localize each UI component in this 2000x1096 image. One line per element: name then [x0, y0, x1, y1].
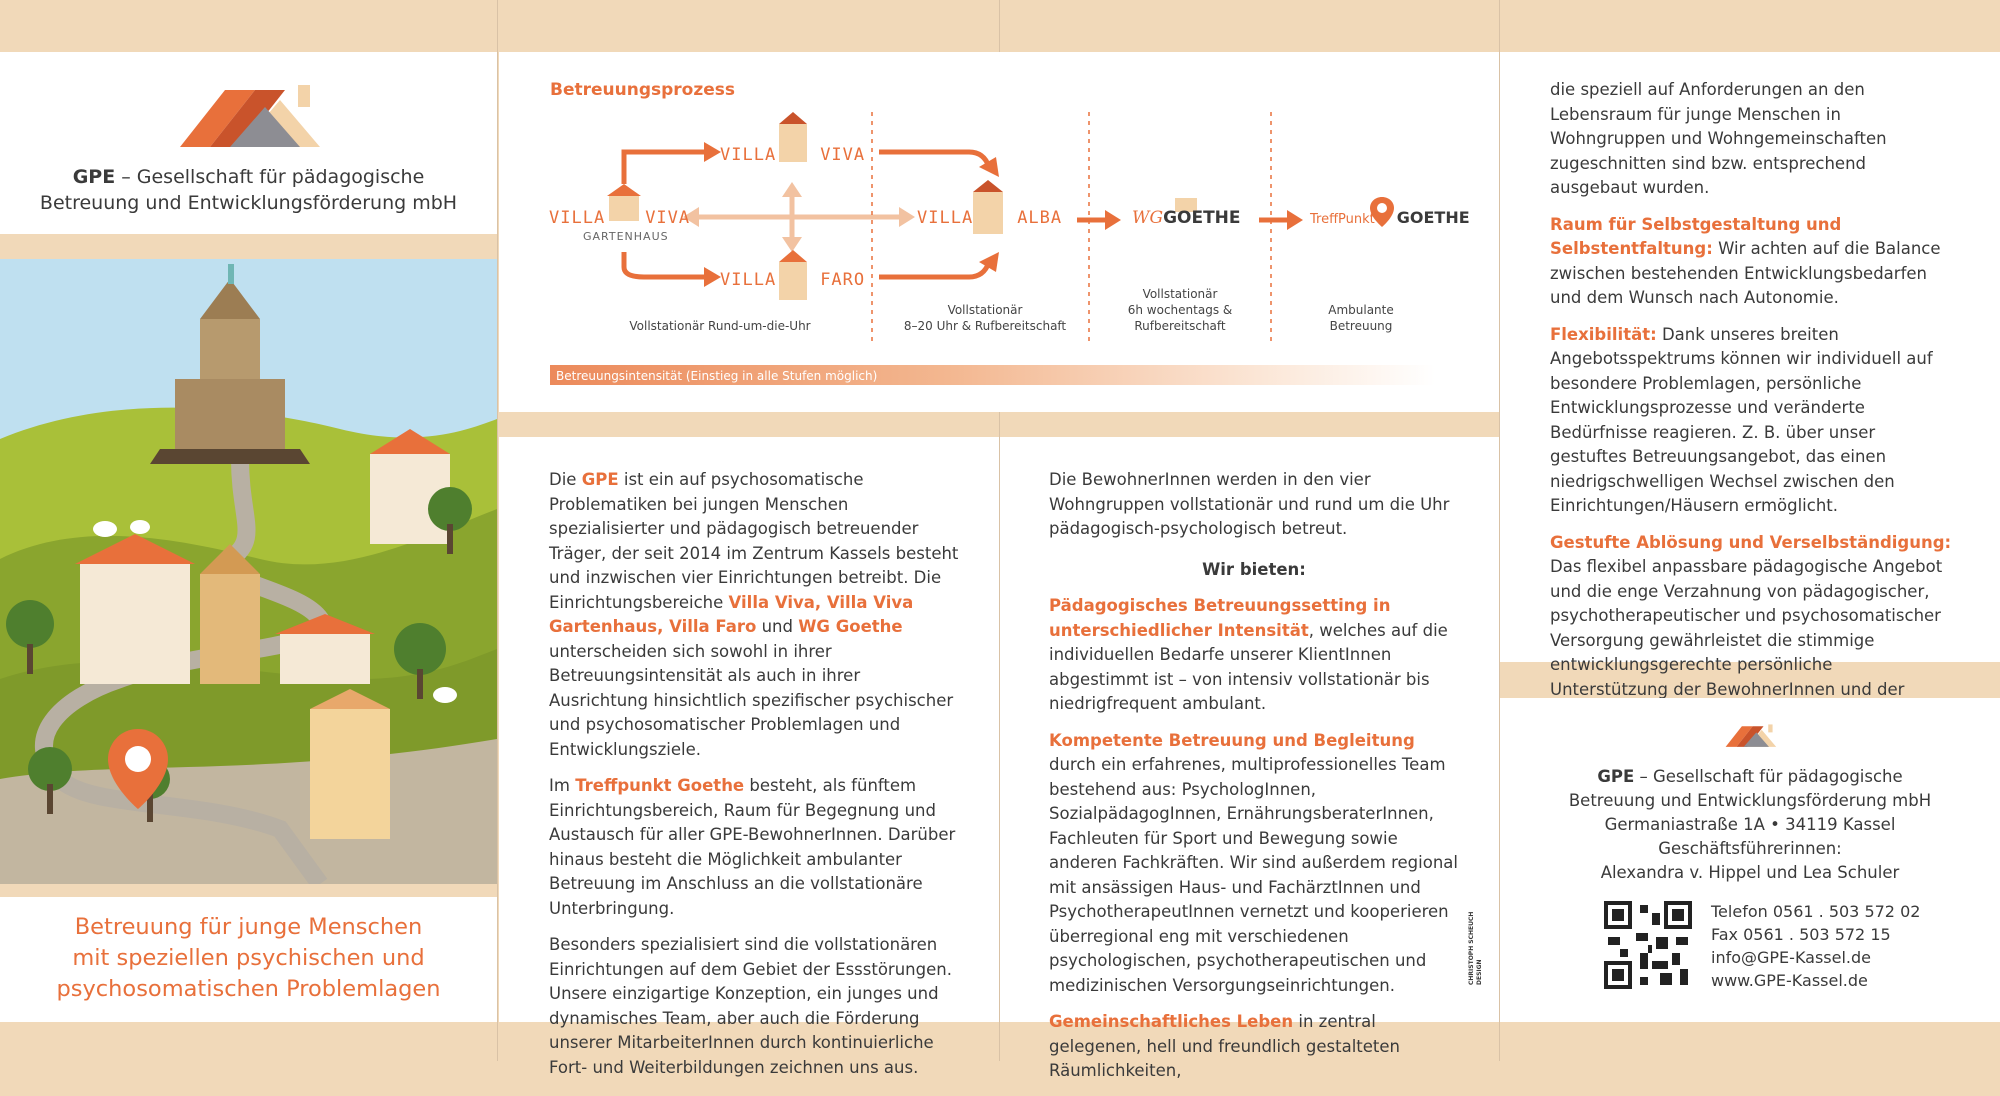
fax-number: Fax 0561 . 503 572 15	[1711, 925, 1891, 944]
wg-goethe-logo: WGGOETHE	[1132, 208, 1241, 228]
benefits-text	[1550, 78, 1955, 739]
benefit-item-2: Flexibilität: Dank unseres breiten Angebotsspektrums können wir individuell auf besondere Problemlagen, persönliche Entwicklungsprozesse und veränderte Bedürfnisse reagieren. Z. B. über unser gestuftes Betreuungsangebot, das einen niedrigschwelligen Wechsel zwischen den Einrichtungen/Häusern ermöglicht.	[1550, 324, 1933, 515]
contact-brand-line2: Betreuung und Entwicklungsförderung mbH	[1568, 791, 1932, 810]
stage-1-label: Vollstationär Rund-um-die-Uhr	[629, 319, 811, 333]
villa-faro-label: VILLA FARO	[720, 270, 866, 290]
fold-line	[999, 0, 1000, 52]
process-title: Betreuungsprozess	[550, 80, 736, 100]
intro-paragraph-1: Die GPE ist ein auf psychosomatische Problematiken bei jungen Menschen spezialisierter und pädagogisch betreuender Träger, der seit 2014 im Zentrum Kassels besteht und inzwischen vier Einrichtungen betreibt. Die Einrichtungsbereiche Villa Viva, Villa Viva Gartenhaus, Villa Faro und WG Goethe unterscheiden sich sowohl in ihrer Betreuungsintensität als auch in ihrer Ausrichtung hinsichtlich spezifischer psychischer und psychosomatischer Problemlagen und Entwicklungsziele.	[549, 470, 959, 759]
villa-alba-label: VILLA ALBA	[917, 208, 1063, 228]
website-link[interactable]: www.GPE-Kassel.de	[1711, 971, 1868, 990]
phone-number[interactable]: Telefon 0561 . 503 572 02	[1711, 902, 1921, 921]
intensity-label: Betreuungsintensität (Einstieg in alle Stufen möglich)	[556, 369, 878, 383]
intro-paragraph-2: Im Treffpunkt Goethe besteht, als fünftem Einrichtungsbereich, Raum für Begegnung und Austausch für aller GPE-BewohnerInnen. Darüber hinaus besteht die Möglichkeit ambulanter Betreuung im Anschluss an die vollstationäre Unterbringung.	[549, 776, 956, 918]
gartenhaus-label: GARTENHAUS	[583, 230, 669, 243]
contact-block	[1500, 765, 2000, 885]
brand-name: GPE – Gesellschaft für pädagogische Betreuung und Entwicklungsförderung mbH	[39, 166, 458, 214]
offer-heading: Wir bieten:	[1202, 559, 1306, 579]
gpe-logo	[170, 82, 325, 152]
benefit-item-3: Gestufte Ablösung und Verselbständigung: Das flexibel anpassbare pädagogische Angebot und die enge Verzahnung von pädagogischer, psychotherapeutischer und psychosomatischer Versorgung gewährleistet die stimmige entwicklungsgerechte persönliche Unterstützung der BewohnerInnen und der	[1550, 532, 1952, 699]
email-link[interactable]: info@GPE-Kassel.de	[1711, 948, 1871, 967]
contact-brand: GPE – Gesellschaft für pädagogische	[1597, 767, 1903, 786]
tagline: Betreuung für junge Menschen mit speziellen psychischen und psychosomatischen Problemlagen	[56, 914, 441, 1002]
offer-item-2: Kompetente Betreuung und Begleitung durch ein erfahrenes, multiprofessionelles Team bestehend aus: PsychologInnen, SozialpädagogInnen, ErnährungsberaterInnen, Fachleuten für Sport und Bewegung sowie anderen Fachkräften. Wir sind außerdem regional mit ansässigen Haus- und FachärztInnen und PsychotherapeutInnen vernetzt und kooperieren überregional eng mit verschiedenen psychologischen, psychotherapeutischen und medizinischen Versorgungseinrichtungen.	[1049, 730, 1458, 995]
kassel-illustration	[0, 259, 497, 884]
offer-text	[1049, 468, 1459, 1096]
designer-credit: CHRISTOPH SCHEUCH DESIGN	[1468, 911, 1483, 985]
stage-4-label: Ambulante Betreuung	[1328, 303, 1394, 333]
intensity-bar	[550, 365, 1435, 385]
residents-paragraph: Die BewohnerInnen werden in den vier Wohngruppen vollstationär und rund um die Uhr pädagogisch-psychologisch betreut.	[1049, 470, 1450, 538]
benefit-item-1: Raum für Selbstgestaltung und Selbstentfaltung: Wir achten auf die Balance zwischen bestehenden Entwicklungsbedarfen und dem Wunsch nach Autonomie.	[1550, 214, 1941, 307]
offer-item-3: Gemeinschaftliches Leben in zentral gelegenen, hell und freundlich gestalteten Räumlichkeiten,	[1049, 1012, 1400, 1080]
ceo-names: Alexandra v. Hippel und Lea Schuler	[1600, 863, 1900, 882]
contact-address: Germaniastraße 1A • 34119 Kassel	[1604, 815, 1896, 834]
stage-2-label: Vollstationär 8–20 Uhr & Rufbereitschaft	[903, 303, 1067, 333]
gpe-logo-small	[1722, 722, 1778, 750]
ceo-label: Geschäftsführerinnen:	[1658, 839, 1842, 858]
intro-paragraph-3: Besonders spezialisiert sind die vollstationären Einrichtungen auf dem Gebiet der Essstörungen. Unsere einzigartige Konzeption, ein junges und dynamisches Team, aber auch die Förderung unserer MitarbeiterInnen durch kontinuierliche Fort- und Weiterbildungen zeichnen uns aus.	[549, 935, 952, 1077]
intro-text	[549, 468, 959, 1092]
treffpunkt-goethe-logo: TreffPunkt GOETHE	[1310, 208, 1470, 227]
offer-item-1: Pädagogisches Betreuungssetting in unterschiedlicher Intensität, welches auf die individuellen Bedarfe unserer KlientInnen abgestimmt ist – von intensiv vollstationär bis niedrigfrequent ambulant.	[1049, 596, 1448, 713]
qr-code[interactable]	[1604, 901, 1692, 989]
stage-3-label: Vollstationär 6h wochentags & Rufbereitschaft	[1127, 287, 1233, 333]
villa-viva-label: VILLA VIVA	[720, 145, 866, 165]
fold-line	[497, 0, 498, 1061]
villa-viva-gartenhaus-label: VILLA VIVA	[549, 208, 691, 228]
contact-details	[1711, 900, 1920, 992]
spaces-paragraph: die speziell auf Anforderungen an den Lebensraum für junge Menschen in Wohngruppen und Wohngemeinschaften zugeschnitten sind bzw. entsprechend ausgebaut wurden.	[1550, 80, 1887, 197]
